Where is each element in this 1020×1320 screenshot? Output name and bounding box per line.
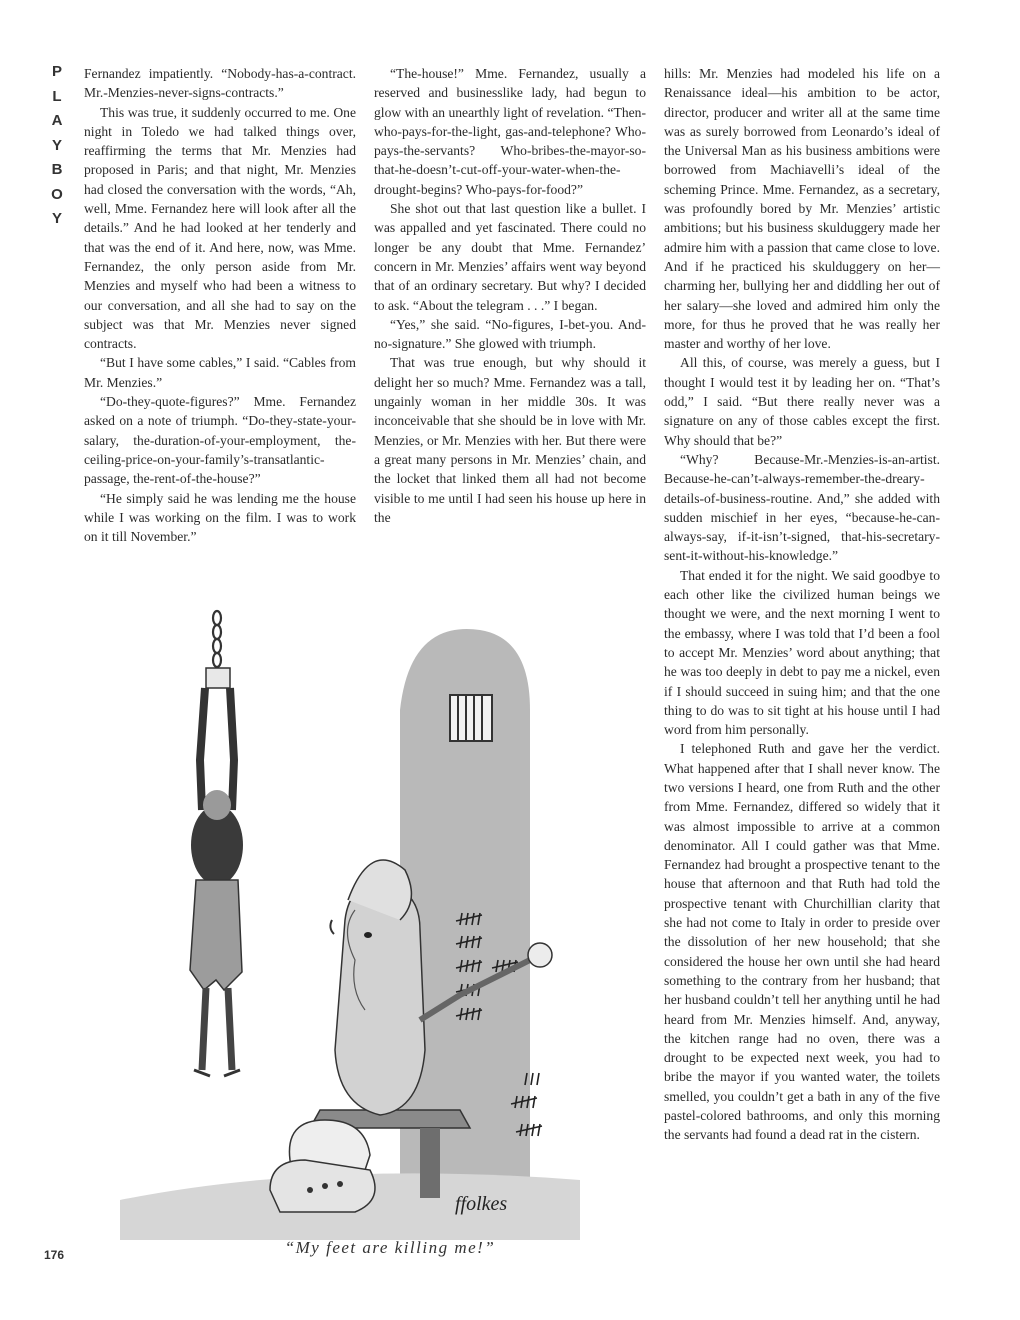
paragraph: All this, of course, was merely a guess, but I thought I would test it by leading her on. “That’s odd,” I said. “But there really never was a signature on any of those cables except the first. Why should that be?” [664, 355, 940, 448]
cartoon-illustration [120, 600, 640, 1240]
paragraph: “Do-they-quote-figures?” Mme. Fernandez asked on a note of triumph. “Do-they-state-your-salary, the-duration-of-your-employment, the-ceiling-price-on-your-family’s-transatlantic-passage, the-rent-of-the-house?” [84, 394, 356, 487]
paragraph: She shot out that last question like a bullet. I was appalled and yet fascinated. There could no longer be any doubt that Mme. Fernandez’ concern in Mr. Menzies’ affairs went way beyond that of an ordinary secretary. But why? I decided to ask. “About the telegram . . .” I began. [374, 201, 646, 313]
side-letter: P [51, 63, 64, 80]
side-letter: O [51, 185, 65, 203]
paragraph: That was true enough, but why should it delight her so much? Mme. Fernandez was a tall, ungainly woman in her middle 30s. It was inconceivable that she should be in love with Mr. Menzies, or Mr. Menzies with her. But there were a great many persons in Mr. Menzies’ chain, and the locket that linked them all had not become visible to me until I had seen his house up here in the [374, 355, 646, 525]
magazine-side-label [46, 60, 70, 232]
hanging-chain [213, 611, 221, 667]
paragraph: I telephoned Ruth and gave her the verdict. What happened after that I shall never know. The two versions I heard, one from Ruth and the other from Mme. Fernandez, differed so widely that it was almost impossible to arrive at a common denominator. All I could gather was that Mme. Fernandez had brought a prospective tenant to the house that afternoon and that Ruth had told the prospective tenant with Churchillian clarity that she had not come to Italy in order to preside over the dissolution of her new household; that she considered the house her own until she had heard something to the contrary from her husband; that her husband couldn’t tell her anything until he had heard from Mr. Menzies himself. And, anyway, the kitchen range had no oven, there was a drought to be expected next week, you had to bribe the mayor if you wanted water, the toilets smelled, you couldn’t get a bath in any of the five pastel-colored bathrooms, and only this morning the servants had found a dead rat in the cistern. [664, 741, 940, 1143]
side-letter: A [51, 112, 65, 129]
text-column-3 [664, 64, 940, 1145]
text-column-1 [84, 64, 356, 546]
text-column-2 [374, 64, 646, 527]
side-letter: B [51, 161, 65, 178]
barred-window [450, 695, 492, 741]
paragraph: “He simply said he was lending me the house while I was working on the film. I was to work on it till November.” [84, 490, 356, 545]
side-letter: L [52, 87, 64, 105]
hanging-prisoner [190, 668, 243, 1076]
paragraph: Fernandez impatiently. “Nobody-has-a-contract. Mr.-Menzies-never-signs-contracts.” [84, 66, 356, 101]
paragraph: “Why? Because-Mr.-Menzies-is-an-artist. Because-he-can’t-always-remember-the-dreary-details-of-business-routine. And,” she added with sudden mischief in her eyes, “because-he-can-always-say, if-it-isn’t-signed, that-his-secretary-sent-it-without-his-knowledge.” [664, 451, 940, 564]
side-letter: Y [51, 136, 64, 154]
side-letter: Y [51, 210, 64, 227]
paragraph: hills: Mr. Menzies had modeled his life on a Renaissance ideal—his ambition to be actor, director, producer and writer all at the same time was as surely borrowed from Leonardo’s ideal of the Universal Man as his business ambitions were borrowed from Machiavelli’s ideal of the scheming Prince. Mme. Fernandez, as a secretary, was profoundly bored by Mr. Menzies’ artistic ambitions; but his business skulduggery made her admire him with a passion that came close to love. And if he practiced his skulduggery on her—charming her, bullying her and diddling her out of her salary—she loved and admired him only the more, for thus he proved that he was really her master and worthy of her love. [664, 66, 940, 352]
cartoon-caption: “My feet are killing me!” [284, 1238, 496, 1257]
paragraph: That ended it for the night. We said goodbye to each other like the civilized human beings we thought we were, and the next morning I went to the embassy, where I was told that I’d been a fool to accept Mr. Menzies’ word about anything; that he was too deeply in debt to pay me a nickel, even if I should succeed in suing him; and that the one thing to do was to sit tight at his house until I had word from him personally. [664, 567, 940, 738]
paragraph: This was true, it suddenly occurred to me. One night in Toledo we had talked things over, reaffirming the terms that Mr. Menzies had proposed in Paris; and that night, Mr. Menzies had closed the conversation with the words, “Ah, well, Mme. Fernandez here will look after all the details.” And he had looked at her tenderly and that was the end of it. And here, now, was Mme. Fernandez, the only person aside from Mr. Menzies and myself who had been a witness to our conversation, and all she had to say on the subject was that Mr. Menzies never signed contracts. [84, 104, 356, 352]
paragraph: “Yes,” she said. “No-figures, I-bet-you. And-no-signature.” She glowed with triumph. [374, 316, 646, 352]
page-number: 176 [44, 1248, 65, 1262]
paragraph: “The-house!” Mme. Fernandez, usually a reserved and businesslike lady, had begun to glow with an unearthly light of revelation. “Then-who-pays-for-the-light, gas-and-telephone? Who-pays-the-servants? Who-bribes-the-mayor-so-that-he-doesn’t-cut-off-your-water-when-the-drought-begins? Who-pays-for-food?” [374, 66, 646, 197]
paragraph: “But I have some cables,” I said. “Cables from Mr. Menzies.” [84, 355, 356, 390]
artist-signature: ffolkes [455, 1193, 508, 1215]
